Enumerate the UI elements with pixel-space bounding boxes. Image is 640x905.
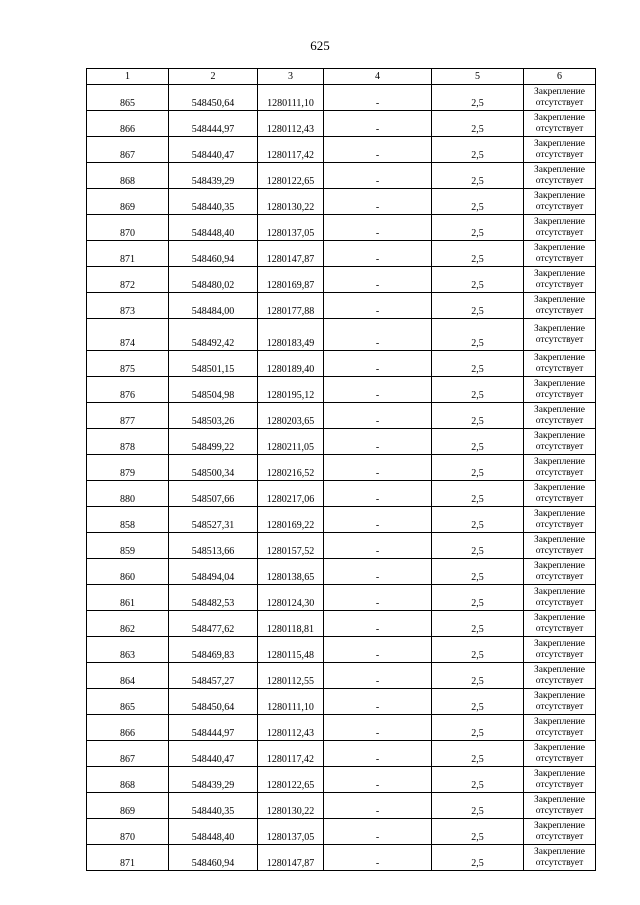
y-coordinate-cell: 1280112,43 bbox=[258, 111, 324, 137]
y-coordinate-cell: 1280169,87 bbox=[258, 267, 324, 293]
column-4-cell: - bbox=[324, 267, 432, 293]
point-number-cell: 877 bbox=[87, 403, 169, 429]
table-row bbox=[87, 293, 596, 319]
column-4-cell: - bbox=[324, 215, 432, 241]
point-number-cell: 858 bbox=[87, 507, 169, 533]
point-number-cell: 878 bbox=[87, 429, 169, 455]
fixing-note-cell: Закрепление отсутствует bbox=[524, 429, 596, 455]
x-coordinate-cell: 548444,97 bbox=[169, 111, 258, 137]
table-row bbox=[87, 163, 596, 189]
column-4-cell: - bbox=[324, 585, 432, 611]
accuracy-cell: 2,5 bbox=[432, 611, 524, 637]
point-number-cell: 879 bbox=[87, 455, 169, 481]
table-row bbox=[87, 689, 596, 715]
y-coordinate-cell: 1280177,88 bbox=[258, 293, 324, 319]
table-row bbox=[87, 481, 596, 507]
point-number-cell: 864 bbox=[87, 663, 169, 689]
table-row bbox=[87, 267, 596, 293]
x-coordinate-cell: 548500,34 bbox=[169, 455, 258, 481]
x-coordinate-cell: 548477,62 bbox=[169, 611, 258, 637]
column-4-cell: - bbox=[324, 293, 432, 319]
column-4-cell: - bbox=[324, 767, 432, 793]
table-row bbox=[87, 111, 596, 137]
accuracy-cell: 2,5 bbox=[432, 241, 524, 267]
column-4-cell: - bbox=[324, 189, 432, 215]
y-coordinate-cell: 1280157,52 bbox=[258, 533, 324, 559]
y-coordinate-cell: 1280189,40 bbox=[258, 351, 324, 377]
fixing-note-cell: Закрепление отсутствует bbox=[524, 689, 596, 715]
x-coordinate-cell: 548448,40 bbox=[169, 215, 258, 241]
column-4-cell: - bbox=[324, 241, 432, 267]
point-number-cell: 880 bbox=[87, 481, 169, 507]
column-4-cell: - bbox=[324, 85, 432, 111]
table-row bbox=[87, 715, 596, 741]
column-4-cell: - bbox=[324, 137, 432, 163]
point-number-cell: 865 bbox=[87, 689, 169, 715]
table-row bbox=[87, 611, 596, 637]
y-coordinate-cell: 1280137,05 bbox=[258, 819, 324, 845]
point-number-cell: 868 bbox=[87, 767, 169, 793]
y-coordinate-cell: 1280124,30 bbox=[258, 585, 324, 611]
y-coordinate-cell: 1280203,65 bbox=[258, 403, 324, 429]
y-coordinate-cell: 1280183,49 bbox=[258, 319, 324, 351]
fixing-note-cell: Закрепление отсутствует bbox=[524, 507, 596, 533]
coordinates-table bbox=[86, 68, 596, 871]
accuracy-cell: 2,5 bbox=[432, 293, 524, 319]
point-number-cell: 866 bbox=[87, 715, 169, 741]
table-row bbox=[87, 137, 596, 163]
accuracy-cell: 2,5 bbox=[432, 351, 524, 377]
y-coordinate-cell: 1280111,10 bbox=[258, 85, 324, 111]
fixing-note-cell: Закрепление отсутствует bbox=[524, 455, 596, 481]
column-4-cell: - bbox=[324, 741, 432, 767]
fixing-note-cell: Закрепление отсутствует bbox=[524, 403, 596, 429]
column-4-cell: - bbox=[324, 793, 432, 819]
accuracy-cell: 2,5 bbox=[432, 533, 524, 559]
column-4-cell: - bbox=[324, 319, 432, 351]
fixing-note-cell: Закрепление отсутствует bbox=[524, 611, 596, 637]
fixing-note-cell: Закрепление отсутствует bbox=[524, 85, 596, 111]
point-number-cell: 871 bbox=[87, 845, 169, 871]
fixing-note-cell: Закрепление отсутствует bbox=[524, 767, 596, 793]
table-row bbox=[87, 585, 596, 611]
x-coordinate-cell: 548480,02 bbox=[169, 267, 258, 293]
column-header: 1 bbox=[87, 69, 169, 85]
accuracy-cell: 2,5 bbox=[432, 715, 524, 741]
accuracy-cell: 2,5 bbox=[432, 85, 524, 111]
fixing-note-cell: Закрепление отсутствует bbox=[524, 481, 596, 507]
x-coordinate-cell: 548484,00 bbox=[169, 293, 258, 319]
y-coordinate-cell: 1280217,06 bbox=[258, 481, 324, 507]
fixing-note-cell: Закрепление отсутствует bbox=[524, 377, 596, 403]
point-number-cell: 859 bbox=[87, 533, 169, 559]
fixing-note-cell: Закрепление отсутствует bbox=[524, 163, 596, 189]
column-4-cell: - bbox=[324, 689, 432, 715]
x-coordinate-cell: 548440,47 bbox=[169, 741, 258, 767]
accuracy-cell: 2,5 bbox=[432, 215, 524, 241]
column-4-cell: - bbox=[324, 481, 432, 507]
y-coordinate-cell: 1280138,65 bbox=[258, 559, 324, 585]
y-coordinate-cell: 1280117,42 bbox=[258, 741, 324, 767]
fixing-note-cell: Закрепление отсутствует bbox=[524, 293, 596, 319]
y-coordinate-cell: 1280130,22 bbox=[258, 793, 324, 819]
fixing-note-cell: Закрепление отсутствует bbox=[524, 793, 596, 819]
point-number-cell: 869 bbox=[87, 793, 169, 819]
point-number-cell: 861 bbox=[87, 585, 169, 611]
table-row bbox=[87, 819, 596, 845]
column-4-cell: - bbox=[324, 663, 432, 689]
table-row bbox=[87, 215, 596, 241]
accuracy-cell: 2,5 bbox=[432, 319, 524, 351]
accuracy-cell: 2,5 bbox=[432, 507, 524, 533]
y-coordinate-cell: 1280195,12 bbox=[258, 377, 324, 403]
point-number-cell: 866 bbox=[87, 111, 169, 137]
x-coordinate-cell: 548494,04 bbox=[169, 559, 258, 585]
point-number-cell: 862 bbox=[87, 611, 169, 637]
point-number-cell: 863 bbox=[87, 637, 169, 663]
accuracy-cell: 2,5 bbox=[432, 377, 524, 403]
fixing-note-cell: Закрепление отсутствует bbox=[524, 189, 596, 215]
y-coordinate-cell: 1280130,22 bbox=[258, 189, 324, 215]
accuracy-cell: 2,5 bbox=[432, 845, 524, 871]
y-coordinate-cell: 1280118,81 bbox=[258, 611, 324, 637]
table-row bbox=[87, 533, 596, 559]
y-coordinate-cell: 1280112,55 bbox=[258, 663, 324, 689]
accuracy-cell: 2,5 bbox=[432, 767, 524, 793]
x-coordinate-cell: 548439,29 bbox=[169, 163, 258, 189]
fixing-note-cell: Закрепление отсутствует bbox=[524, 819, 596, 845]
x-coordinate-cell: 548482,53 bbox=[169, 585, 258, 611]
accuracy-cell: 2,5 bbox=[432, 267, 524, 293]
column-4-cell: - bbox=[324, 845, 432, 871]
column-4-cell: - bbox=[324, 611, 432, 637]
point-number-cell: 872 bbox=[87, 267, 169, 293]
accuracy-cell: 2,5 bbox=[432, 163, 524, 189]
point-number-cell: 875 bbox=[87, 351, 169, 377]
point-number-cell: 860 bbox=[87, 559, 169, 585]
table-row bbox=[87, 377, 596, 403]
fixing-note-cell: Закрепление отсутствует bbox=[524, 637, 596, 663]
fixing-note-cell: Закрепление отсутствует bbox=[524, 663, 596, 689]
fixing-note-cell: Закрепление отсутствует bbox=[524, 267, 596, 293]
column-4-cell: - bbox=[324, 715, 432, 741]
table-row bbox=[87, 507, 596, 533]
column-header: 4 bbox=[324, 69, 432, 85]
x-coordinate-cell: 548507,66 bbox=[169, 481, 258, 507]
accuracy-cell: 2,5 bbox=[432, 189, 524, 215]
fixing-note-cell: Закрепление отсутствует bbox=[524, 111, 596, 137]
table-row bbox=[87, 351, 596, 377]
point-number-cell: 874 bbox=[87, 319, 169, 351]
x-coordinate-cell: 548460,94 bbox=[169, 241, 258, 267]
x-coordinate-cell: 548457,27 bbox=[169, 663, 258, 689]
point-number-cell: 868 bbox=[87, 163, 169, 189]
x-coordinate-cell: 548448,40 bbox=[169, 819, 258, 845]
column-header: 3 bbox=[258, 69, 324, 85]
table-row bbox=[87, 663, 596, 689]
x-coordinate-cell: 548440,47 bbox=[169, 137, 258, 163]
column-4-cell: - bbox=[324, 377, 432, 403]
accuracy-cell: 2,5 bbox=[432, 689, 524, 715]
point-number-cell: 873 bbox=[87, 293, 169, 319]
fixing-note-cell: Закрепление отсутствует bbox=[524, 319, 596, 351]
accuracy-cell: 2,5 bbox=[432, 741, 524, 767]
y-coordinate-cell: 1280122,65 bbox=[258, 163, 324, 189]
column-header: 2 bbox=[169, 69, 258, 85]
y-coordinate-cell: 1280117,42 bbox=[258, 137, 324, 163]
accuracy-cell: 2,5 bbox=[432, 455, 524, 481]
table-row bbox=[87, 429, 596, 455]
table-row bbox=[87, 767, 596, 793]
column-4-cell: - bbox=[324, 163, 432, 189]
x-coordinate-cell: 548527,31 bbox=[169, 507, 258, 533]
accuracy-cell: 2,5 bbox=[432, 585, 524, 611]
x-coordinate-cell: 548440,35 bbox=[169, 793, 258, 819]
x-coordinate-cell: 548440,35 bbox=[169, 189, 258, 215]
point-number-cell: 870 bbox=[87, 215, 169, 241]
table-row bbox=[87, 741, 596, 767]
point-number-cell: 867 bbox=[87, 741, 169, 767]
fixing-note-cell: Закрепление отсутствует bbox=[524, 559, 596, 585]
accuracy-cell: 2,5 bbox=[432, 481, 524, 507]
x-coordinate-cell: 548504,98 bbox=[169, 377, 258, 403]
y-coordinate-cell: 1280122,65 bbox=[258, 767, 324, 793]
accuracy-cell: 2,5 bbox=[432, 559, 524, 585]
y-coordinate-cell: 1280147,87 bbox=[258, 241, 324, 267]
y-coordinate-cell: 1280111,10 bbox=[258, 689, 324, 715]
point-number-cell: 876 bbox=[87, 377, 169, 403]
x-coordinate-cell: 548469,83 bbox=[169, 637, 258, 663]
x-coordinate-cell: 548439,29 bbox=[169, 767, 258, 793]
table-header-row bbox=[87, 69, 596, 85]
x-coordinate-cell: 548492,42 bbox=[169, 319, 258, 351]
accuracy-cell: 2,5 bbox=[432, 819, 524, 845]
accuracy-cell: 2,5 bbox=[432, 403, 524, 429]
page-number: 625 bbox=[310, 38, 330, 53]
y-coordinate-cell: 1280112,43 bbox=[258, 715, 324, 741]
table-body bbox=[87, 85, 596, 871]
table-row bbox=[87, 403, 596, 429]
table-row bbox=[87, 455, 596, 481]
fixing-note-cell: Закрепление отсутствует bbox=[524, 845, 596, 871]
column-4-cell: - bbox=[324, 637, 432, 663]
x-coordinate-cell: 548460,94 bbox=[169, 845, 258, 871]
table-row bbox=[87, 793, 596, 819]
column-4-cell: - bbox=[324, 455, 432, 481]
point-number-cell: 870 bbox=[87, 819, 169, 845]
y-coordinate-cell: 1280147,87 bbox=[258, 845, 324, 871]
fixing-note-cell: Закрепление отсутствует bbox=[524, 351, 596, 377]
fixing-note-cell: Закрепление отсутствует bbox=[524, 715, 596, 741]
x-coordinate-cell: 548499,22 bbox=[169, 429, 258, 455]
fixing-note-cell: Закрепление отсутствует bbox=[524, 741, 596, 767]
x-coordinate-cell: 548513,66 bbox=[169, 533, 258, 559]
table-row bbox=[87, 189, 596, 215]
accuracy-cell: 2,5 bbox=[432, 663, 524, 689]
point-number-cell: 865 bbox=[87, 85, 169, 111]
accuracy-cell: 2,5 bbox=[432, 793, 524, 819]
point-number-cell: 871 bbox=[87, 241, 169, 267]
column-4-cell: - bbox=[324, 403, 432, 429]
accuracy-cell: 2,5 bbox=[432, 111, 524, 137]
fixing-note-cell: Закрепление отсутствует bbox=[524, 585, 596, 611]
point-number-cell: 869 bbox=[87, 189, 169, 215]
column-4-cell: - bbox=[324, 559, 432, 585]
table-row bbox=[87, 241, 596, 267]
accuracy-cell: 2,5 bbox=[432, 429, 524, 455]
fixing-note-cell: Закрепление отсутствует bbox=[524, 137, 596, 163]
y-coordinate-cell: 1280137,05 bbox=[258, 215, 324, 241]
column-4-cell: - bbox=[324, 351, 432, 377]
point-number-cell: 867 bbox=[87, 137, 169, 163]
y-coordinate-cell: 1280211,05 bbox=[258, 429, 324, 455]
y-coordinate-cell: 1280216,52 bbox=[258, 455, 324, 481]
fixing-note-cell: Закрепление отсутствует bbox=[524, 241, 596, 267]
x-coordinate-cell: 548450,64 bbox=[169, 689, 258, 715]
column-4-cell: - bbox=[324, 533, 432, 559]
table-row bbox=[87, 319, 596, 351]
accuracy-cell: 2,5 bbox=[432, 137, 524, 163]
accuracy-cell: 2,5 bbox=[432, 637, 524, 663]
fixing-note-cell: Закрепление отсутствует bbox=[524, 215, 596, 241]
x-coordinate-cell: 548503,26 bbox=[169, 403, 258, 429]
fixing-note-cell: Закрепление отсутствует bbox=[524, 533, 596, 559]
column-4-cell: - bbox=[324, 507, 432, 533]
table-row bbox=[87, 559, 596, 585]
column-header: 6 bbox=[524, 69, 596, 85]
x-coordinate-cell: 548444,97 bbox=[169, 715, 258, 741]
column-4-cell: - bbox=[324, 111, 432, 137]
y-coordinate-cell: 1280115,48 bbox=[258, 637, 324, 663]
column-header: 5 bbox=[432, 69, 524, 85]
table-row bbox=[87, 85, 596, 111]
x-coordinate-cell: 548450,64 bbox=[169, 85, 258, 111]
x-coordinate-cell: 548501,15 bbox=[169, 351, 258, 377]
column-4-cell: - bbox=[324, 429, 432, 455]
y-coordinate-cell: 1280169,22 bbox=[258, 507, 324, 533]
column-4-cell: - bbox=[324, 819, 432, 845]
table-row bbox=[87, 637, 596, 663]
table-row bbox=[87, 845, 596, 871]
